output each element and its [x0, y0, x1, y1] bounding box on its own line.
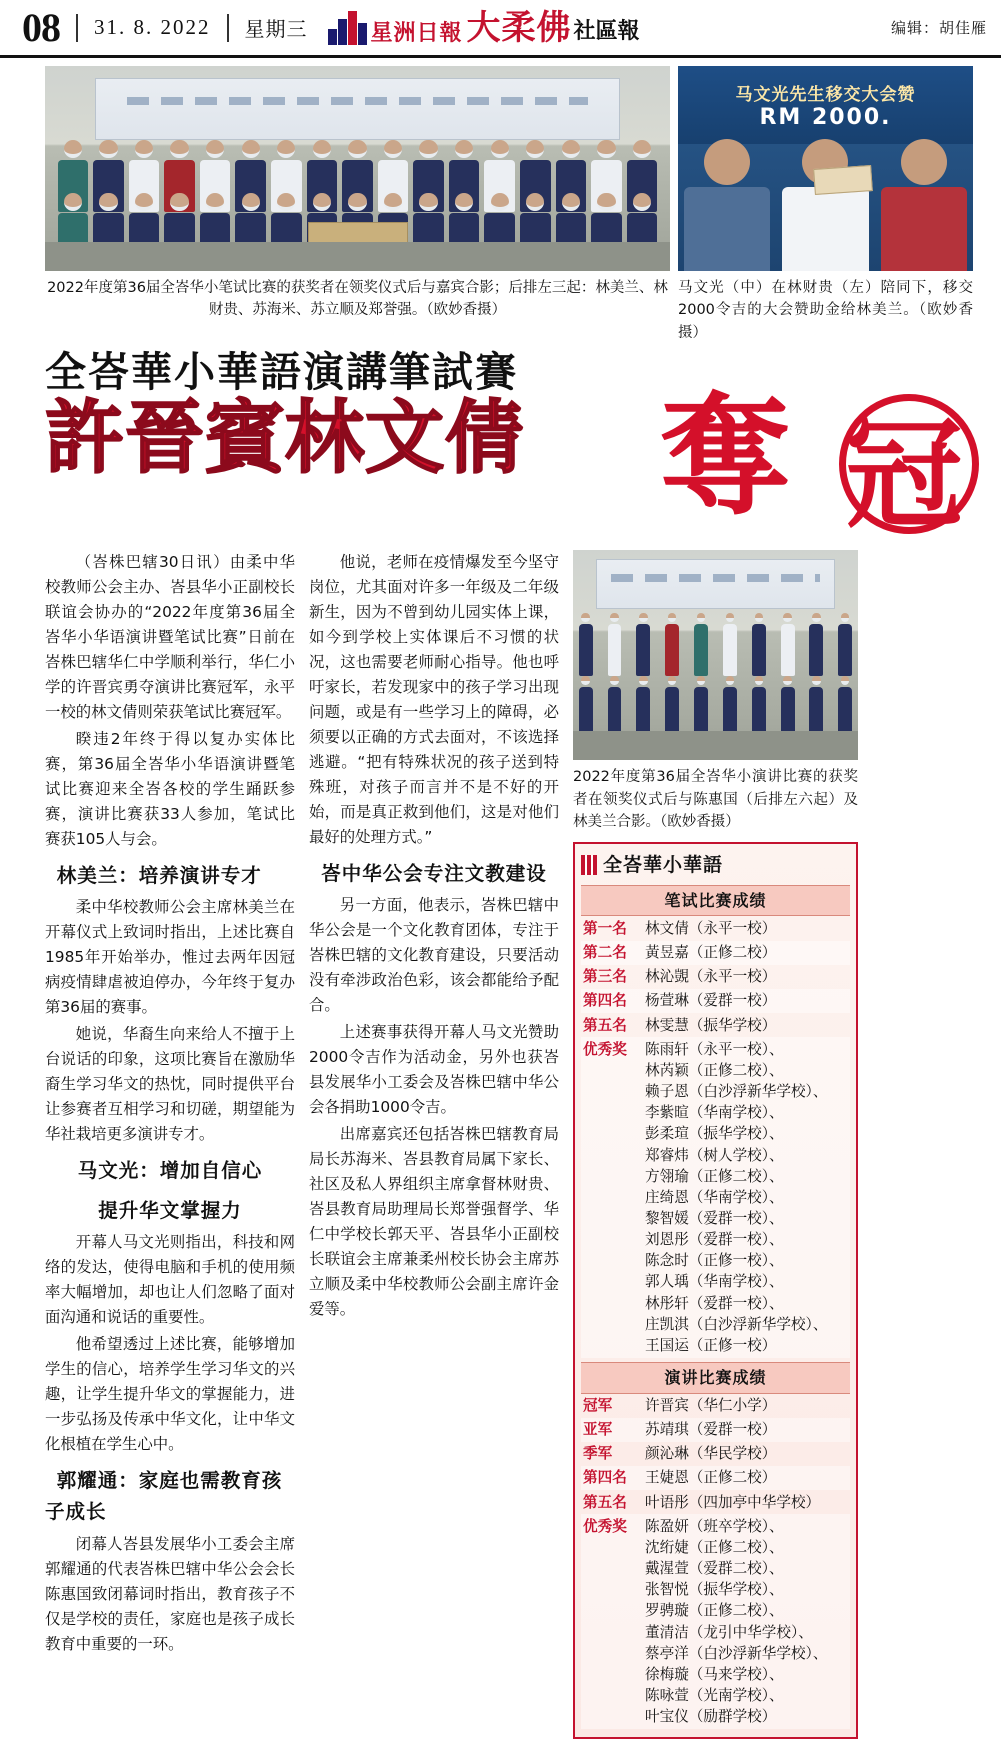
winner-name: 苏靖琪（爱群一校） — [645, 1421, 777, 1439]
results-panel — [573, 842, 858, 1739]
table-row — [581, 1037, 850, 1357]
winner-name: 林雯慧（振华学校） — [645, 1016, 777, 1034]
rank-label: 冠军 — [583, 1397, 613, 1415]
winner-name: 张智悦（振华学校）、 — [645, 1581, 784, 1599]
rank-label: 第四名 — [583, 992, 627, 1010]
logo-name-tail: 社區報 — [573, 18, 640, 44]
person — [776, 139, 874, 271]
person — [809, 613, 823, 675]
subheading: 郭耀通：家庭也需教育孩子成长 — [45, 1468, 283, 1524]
winner-name: 林彤轩（爱群一校）、 — [645, 1294, 784, 1312]
winner-name: 陈盈妍（班卒学校）、 — [645, 1517, 784, 1535]
table-row — [581, 1013, 850, 1037]
masthead — [0, 0, 1001, 58]
photo-banner-text — [678, 66, 973, 144]
winner-name: 赖子恩（白沙浮新华学校）、 — [645, 1083, 828, 1101]
paragraph: 出席嘉宾还包括峇株巴辖教育局局长苏海米、峇县教育局属下家长、社区及私人界组织主席拿督林财贵、峇县教育局助理局长郑誉强督学、华仁中学校长郭天平、峇县华小正副校长联谊会主席兼柔州校长协会主席苏立顺及柔中华校教师公会副主席许金爱等。 — [309, 1125, 559, 1318]
person — [723, 613, 737, 675]
winner-name: 林芮颖（正修二校）、 — [645, 1061, 784, 1079]
person — [781, 676, 795, 738]
paragraph: 上述赛事获得开幕人马文光赞助2000令吉作为活动金，另外也获峇县发展华小工委会及峇株巴辖中华公会各捐助1000令吉。 — [309, 1023, 559, 1117]
results-section-heading-speech: 演讲比赛成绩 — [581, 1362, 850, 1394]
donation-envelope — [813, 165, 873, 195]
logo-name-small: 星洲日報 — [370, 20, 463, 46]
caption-main: 2022年度第36届全峇华小笔试比赛的获奖者在领奖仪式后与嘉宾合影；后排左三起：林美兰、林财贵、苏海米、苏立顺及郑誉强。（欧妙香摄） — [47, 280, 668, 319]
banner-line-1: 马文光先生移交大会赞 — [735, 84, 916, 105]
article-column-2 — [309, 550, 559, 1738]
paragraph: 他希望透过上述比赛，能够增加学生的信心，培养学生学习华文的兴趣，让学生提升华文的掌握能力，进一步弘扬及传承中华文化，让中华文化根植在学生心中。 — [45, 1334, 295, 1453]
table-row — [581, 916, 850, 940]
table-row — [581, 1418, 850, 1442]
main-headline: 許晉賓林文倩 — [45, 390, 525, 484]
photo-people — [678, 136, 973, 271]
person — [636, 676, 650, 738]
logo-skyline-icon — [328, 11, 367, 45]
stamp-char-2: 冠 — [844, 405, 963, 545]
person — [809, 676, 823, 738]
winner-name: 林沁覬（永平一校） — [645, 968, 777, 986]
person — [838, 676, 852, 738]
editor-credit: 编辑：胡佳雁 — [890, 19, 987, 37]
winner-name: 王国运（正修一校） — [645, 1336, 777, 1354]
person — [694, 676, 708, 738]
results-table-speech — [581, 1394, 850, 1729]
subheading: 林美兰：培养演讲专才 — [56, 863, 262, 887]
results-title-text: 全峇華小華語 — [603, 853, 724, 876]
person — [608, 676, 622, 738]
newspaper-logo — [328, 7, 640, 48]
table-row — [581, 1490, 850, 1514]
winner-name: 庄凯淇（白沙浮新华学校）、 — [645, 1315, 828, 1333]
photo-floor — [573, 731, 858, 760]
winner-name: 黎智媛（爱群一校）、 — [645, 1210, 784, 1228]
winner-name: 董清洁（龙引中华学校）、 — [645, 1623, 813, 1641]
winner-name: 陈念时（正修一校）、 — [645, 1252, 784, 1270]
rank-label: 优秀奖 — [583, 1517, 627, 1535]
stage-banner — [596, 559, 835, 609]
winner-name: 陈雨轩（永平一校）、 — [645, 1040, 784, 1058]
person — [678, 139, 776, 271]
group-photo-written-contest — [45, 66, 670, 271]
winner-name-list — [643, 1514, 850, 1729]
winner-name: 罗骋璇（正修二校）、 — [645, 1602, 784, 1620]
paragraph: 他说，老师在疫情爆发至今坚守岗位，尤其面对许多一年级及二年级新生，因为不曾到幼儿园实体上课，如今到学校上实体课后不习惯的状况，这也需要老师耐心指导。他也呼吁家长，若发现家中的孩子学习出现问题，或是有一些学习上的障碍，必须要以正确的方式去面对，不该选择逃避。“把有特殊状况的孩子送到特殊班，对孩子而言并不是不好的开始，而是真正救到他们，这是对他们最好的处理方式。” — [309, 553, 559, 846]
winner-name: 戴湦萱（爱群二校）、 — [645, 1560, 784, 1578]
rank-label: 第三名 — [583, 968, 627, 986]
winner-name: 黃昱嘉（正修二校） — [645, 944, 777, 962]
divider — [76, 14, 78, 42]
weekday: 星期三 — [244, 17, 308, 41]
paragraph: 闭幕人峇县发展华小工委会主席郭耀通的代表峇株巴辖中华公会会长陈惠国致闭幕词时指出，教育孩子不仅是学校的责任，家庭也是孩子成长教育中重要的一环。 — [45, 1534, 295, 1653]
banner-line-2: RM 2000. — [759, 104, 892, 130]
paragraph: （峇株巴辖30日讯）由柔中华校教师公会主办、峇县华小正副校长联谊会协办的“2022年度第36届全峇华小华语演讲暨笔试比赛”日前在峇株巴辖华仁中学顺利举行，华仁小学的许晋宾勇夺演讲比赛冠军，永平一校的林文倩则荣获笔试比赛冠军。 — [45, 553, 295, 722]
flag-icon — [581, 855, 597, 875]
paragraph: 她说，华裔生向来给人不擅于上台说话的印象，这项比赛旨在激励华裔生学习华文的热忱，同时提供平台让参赛者互相学习和切磋，期望能为华社栽培更多演讲专才。 — [45, 1025, 295, 1143]
winner-name: 陈咏萱（光南学校）、 — [645, 1687, 784, 1705]
article-column-1 — [45, 550, 295, 1738]
rank-label: 第五名 — [583, 1493, 627, 1511]
headline-block — [0, 344, 1001, 545]
subheading: 马文光：增加自信心 — [77, 1158, 263, 1182]
subheading: 峇中华公会专注文教建设 — [321, 861, 547, 885]
results-title — [581, 848, 850, 885]
winner-name-list — [643, 1037, 850, 1357]
top-photo-row — [0, 58, 1001, 271]
caption-side: 马文光（中）在林财贵（左）陪同下，移交2000令吉的大会赞助金给林美兰。（欧妙香摄） — [678, 280, 973, 341]
publication-date: 31. 8. 2022 — [94, 15, 211, 39]
person — [579, 613, 593, 675]
winner-name: 许晋宾（华仁小学） — [645, 1397, 777, 1415]
person — [694, 613, 708, 675]
table-row — [581, 1442, 850, 1466]
rank-label: 第五名 — [583, 1016, 627, 1034]
logo-name-big: 大柔佛 — [466, 7, 572, 48]
winner-name: 林文倩（永平一校） — [645, 919, 777, 937]
table-row — [581, 941, 850, 965]
rank-label: 季军 — [583, 1445, 613, 1463]
winner-name: 叶语彤（四加亭中华学校） — [645, 1493, 821, 1511]
winner-name: 蔡亭洋（白沙浮新华学校）、 — [645, 1644, 828, 1662]
photo-back-row — [579, 613, 853, 675]
table-row — [581, 1394, 850, 1418]
winner-name: 叶宝仪（励群学校） — [645, 1708, 777, 1726]
paragraph: 开幕人马文光则指出，科技和网络的发达，使得电脑和手机的使用频率大幅增加，却也让人们忽略了面对面沟通和说话的重要性。 — [45, 1233, 295, 1326]
paragraph: 另一方面，他表示，峇株巴辖中华公会是一个文化教育团体，专注于峇株巴辖的文化教育建设，只要活动没有牵涉政治色彩，该会都能给予配合。 — [309, 896, 559, 1015]
paragraph: 柔中华校教师公会主席林美兰在开幕仪式上致词时指出，上述比赛自1985年开始举办，惟过去两年因冠病疫情肆虐被迫停办，今年终于复办第36届的赛事。 — [45, 898, 295, 1017]
person — [781, 613, 795, 675]
caption-mid: 2022年度第36届全峇华小演讲比赛的获奖者在领奖仪式后与陈惠国（后排左六起）及林美兰合影。（欧妙香摄） — [573, 769, 858, 831]
article-column-3 — [573, 550, 858, 1738]
person — [665, 613, 679, 675]
winner-name: 杨萱琳（爱群一校） — [645, 992, 777, 1010]
winner-name: 徐梅璇（马来学校）、 — [645, 1665, 784, 1683]
group-photo-speech-contest — [573, 550, 858, 760]
results-table-written — [581, 916, 850, 1357]
rank-label: 优秀奖 — [583, 1040, 627, 1058]
person — [838, 613, 852, 675]
page-number: 08 — [22, 5, 60, 50]
winner-name: 沈绗婕（正修二校）、 — [645, 1538, 784, 1556]
winner-name: 颜沁琳（华民学校） — [645, 1445, 777, 1463]
rank-label: 亚军 — [583, 1421, 613, 1439]
rank-label: 第二名 — [583, 944, 627, 962]
winner-name: 彭柔瑄（振华学校）、 — [645, 1125, 784, 1143]
subheading: 提升华文掌握力 — [98, 1198, 242, 1222]
person — [752, 613, 766, 675]
table-row — [581, 1466, 850, 1490]
person — [875, 139, 973, 271]
rank-label: 第四名 — [583, 1469, 627, 1487]
table-row — [581, 989, 850, 1013]
winner-name: 刘恩彤（爱群一校）、 — [645, 1231, 784, 1249]
rank-label: 第一名 — [583, 919, 627, 937]
winner-name: 方翎瑜（正修二校）、 — [645, 1167, 784, 1185]
person — [665, 676, 679, 738]
sub-headline: 全峇華小華語演講筆試賽 — [45, 348, 518, 397]
paragraph: 睽违2年终于得以复办实体比赛，第36届全峇华小华语演讲暨笔试比赛迎来全峇各校的学生踊跃参赛，演讲比赛获33人参加，笔试比赛获105人与会。 — [45, 730, 295, 848]
person — [723, 676, 737, 738]
stamp-char-1: 奪 — [659, 379, 791, 535]
handover-photo — [678, 66, 973, 271]
photo-front-row — [579, 676, 853, 738]
results-section-heading-written: 笔试比赛成绩 — [581, 885, 850, 917]
winner-name: 郭人瑀（华南学校）、 — [645, 1273, 784, 1291]
person — [579, 676, 593, 738]
winner-name: 李紫暄（华南学校）、 — [645, 1104, 784, 1122]
winner-name: 王婕恩（正修二校） — [645, 1469, 777, 1487]
winner-name: 郑睿炜（树人学校）、 — [645, 1146, 784, 1164]
divider — [227, 14, 229, 42]
winner-name: 庄绮恩（华南学校）、 — [645, 1188, 784, 1206]
photo-floor — [45, 242, 670, 271]
stage-banner — [95, 78, 620, 140]
person — [752, 676, 766, 738]
table-row — [581, 1514, 850, 1729]
table-row — [581, 965, 850, 989]
caption-row — [0, 271, 1001, 344]
person — [608, 613, 622, 675]
person — [636, 613, 650, 675]
article-body — [0, 540, 1001, 1738]
